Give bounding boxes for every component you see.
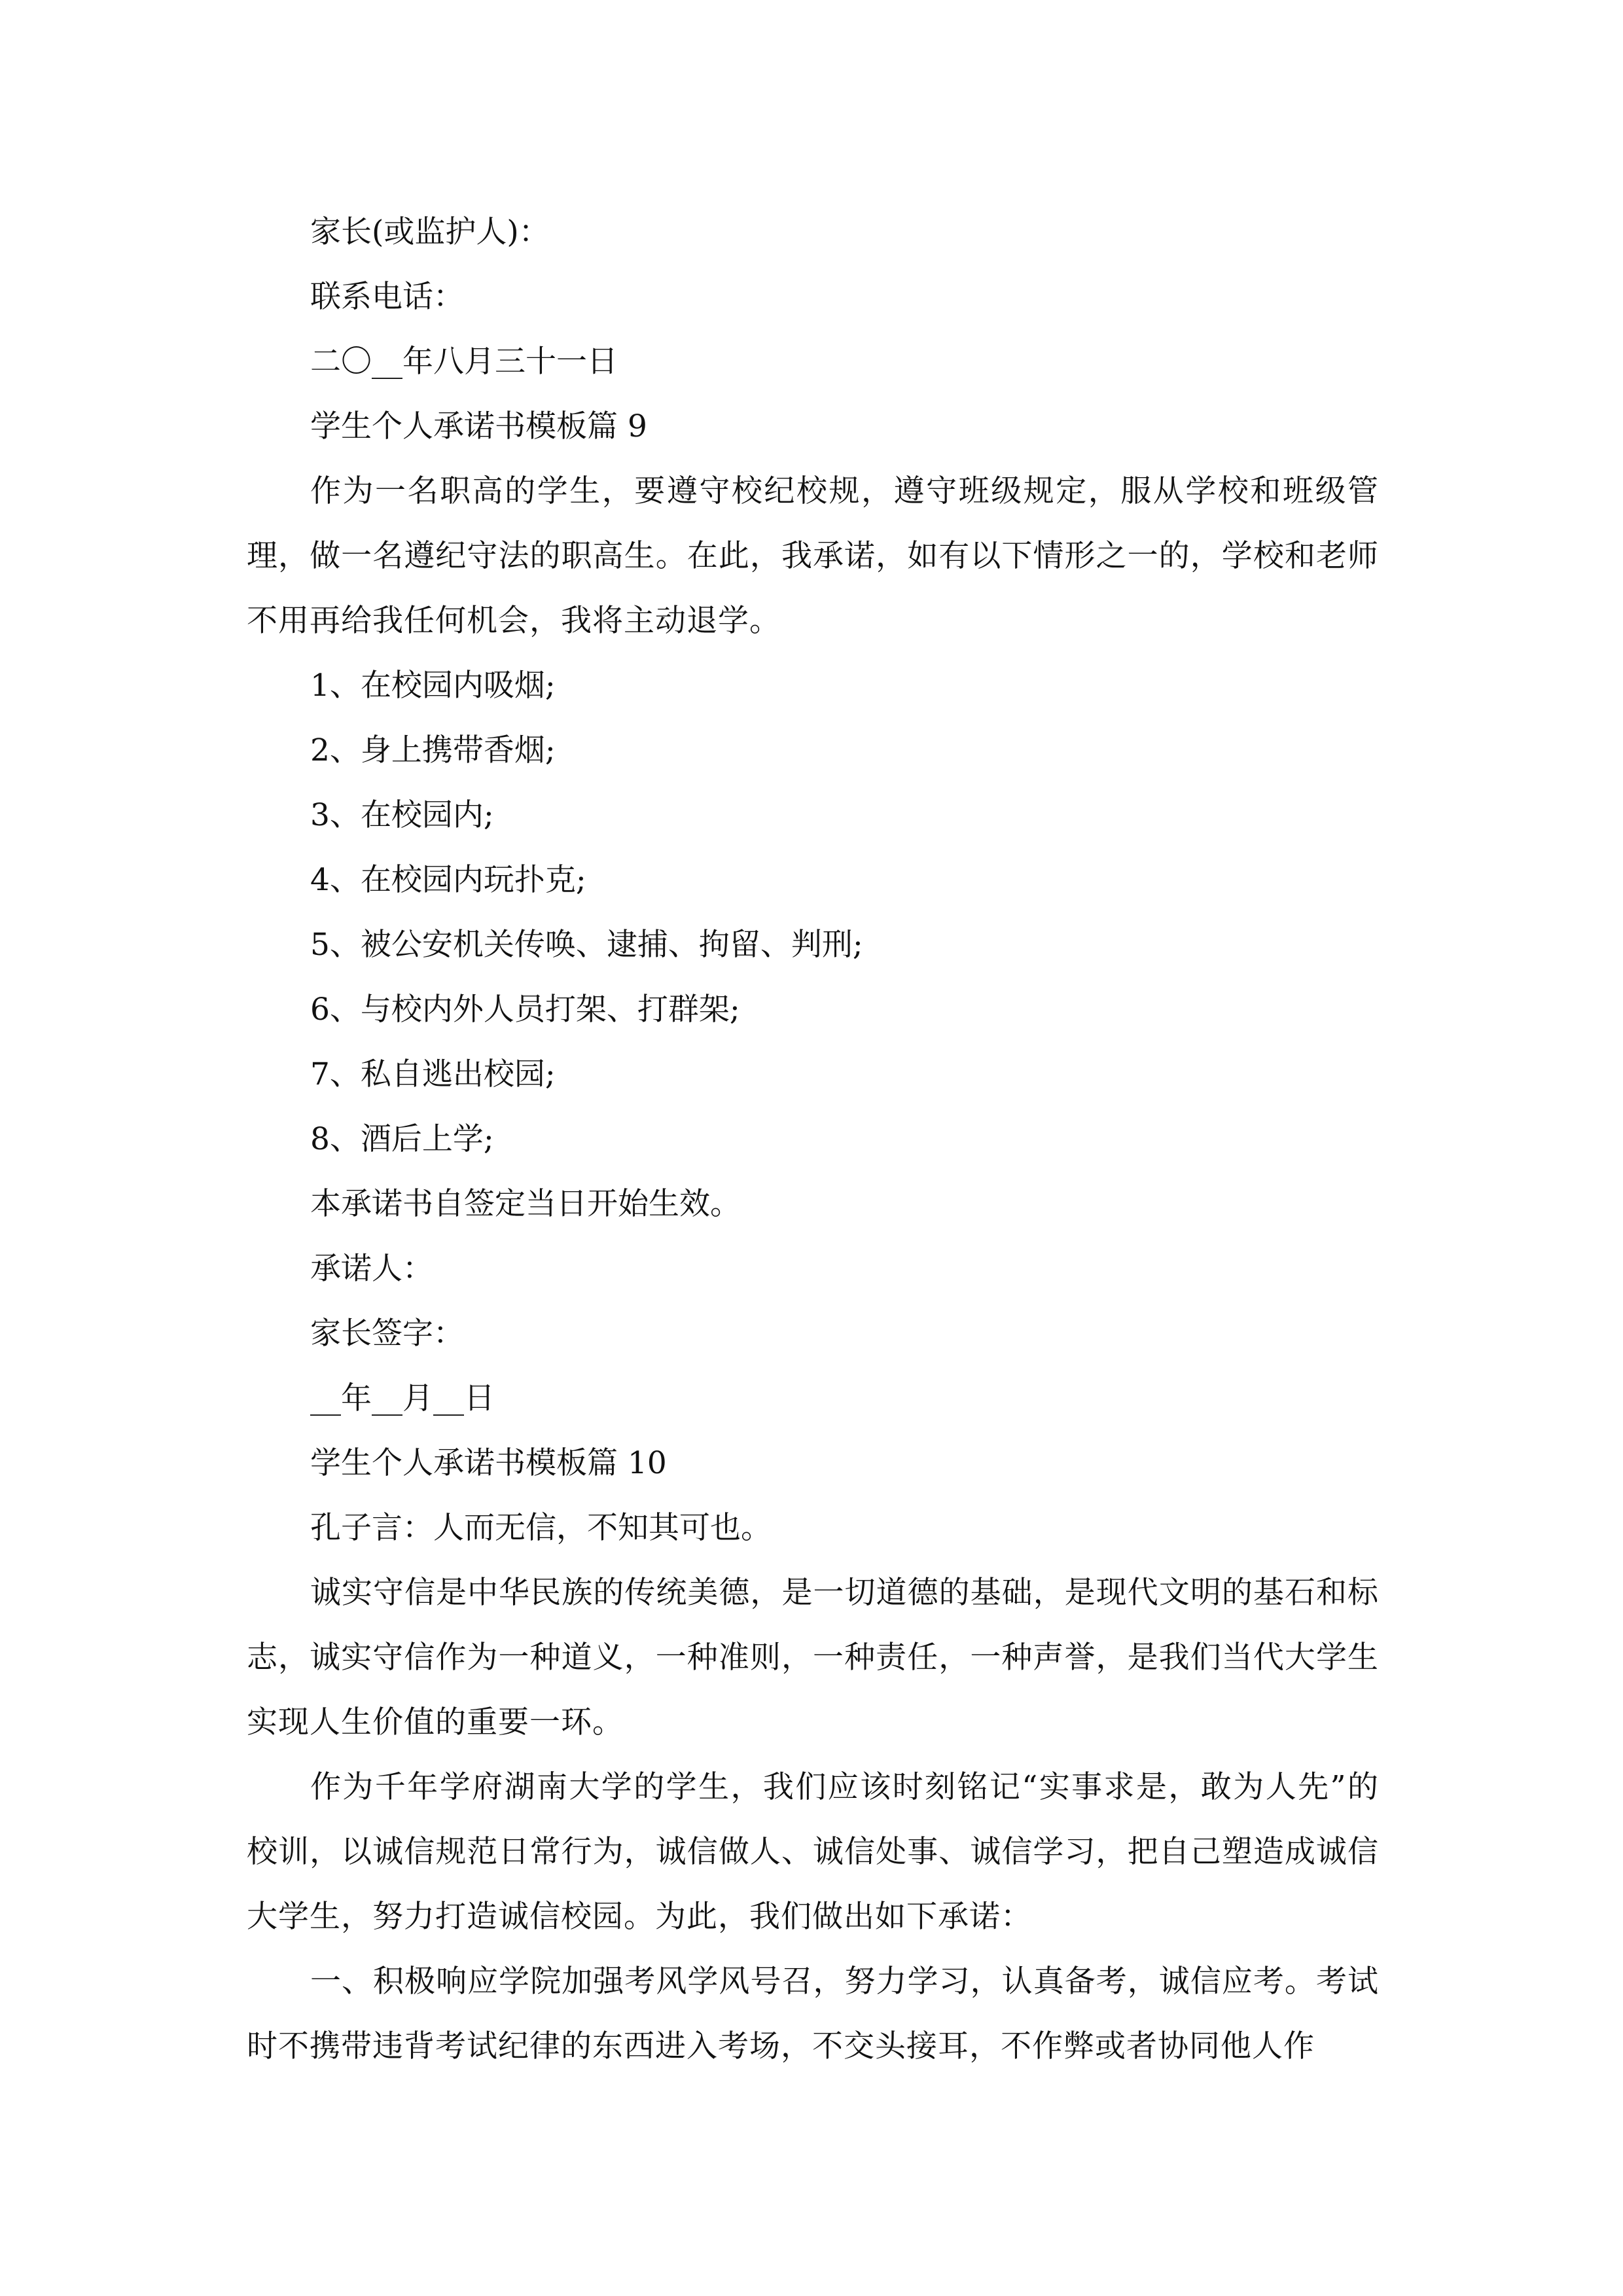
list-item: 6、与校内外人员打架、打群架;	[310, 992, 740, 1028]
paragraph-pledge-1: 一、积极响应学院加强考风学风号召，努力学习，认真备考，诚信应考。考试时不携带违背考试纪律的东西进入考场，不交头接耳，不作弊或者协同他人作	[247, 1964, 1379, 2064]
list-item: 7、私自逃出校园;	[310, 1056, 556, 1092]
date-blank-line: __年__月__日	[310, 1380, 495, 1416]
paragraph-intro: 作为一名职高的学生，要遵守校纪校规，遵守班级规定，服从学校和班级管理，做一名遵纪守法的职高生。在此，我承诺，如有以下情形之一的，学校和老师不用再给我任何机会，我将主动退学。	[247, 473, 1379, 639]
list-item: 5、被公安机关传唤、逮捕、拘留、判刑;	[310, 927, 863, 963]
effective-statement: 本承诺书自签定当日开始生效。	[310, 1186, 741, 1222]
guardian-label: 家长(或监护人)：	[310, 214, 550, 250]
list-item: 4、在校园内玩扑克;	[310, 862, 586, 898]
date-line: 二〇__年八月三十一日	[310, 344, 618, 380]
paragraph-motto: 作为千年学府湖南大学的学生，我们应该时刻铭记“实事求是，敢为人先”的校训，以诚信规范日常行为，诚信做人、诚信处事、诚信学习，把自己塑造成诚信大学生，努力打造诚信校园。为此，我们做出如下承诺：	[247, 1769, 1379, 1935]
list-item: 8、酒后上学;	[310, 1121, 494, 1157]
list-item: 3、在校园内;	[310, 797, 494, 833]
promisor-label: 承诺人：	[310, 1251, 433, 1287]
section-title-9: 学生个人承诺书模板篇 9	[310, 408, 647, 444]
confucius-quote: 孔子言：人而无信，不知其可也。	[310, 1510, 772, 1546]
document-body	[247, 200, 1379, 2079]
parent-signature-label: 家长签字：	[310, 1316, 464, 1352]
phone-label: 联系电话：	[310, 279, 464, 315]
list-item: 2、身上携带香烟;	[310, 732, 556, 768]
section-title-10: 学生个人承诺书模板篇 10	[310, 1445, 667, 1481]
list-item: 1、在校园内吸烟;	[310, 668, 556, 704]
paragraph-honesty: 诚实守信是中华民族的传统美德，是一切道德的基础，是现代文明的基石和标志，诚实守信作为一种道义，一种准则，一种责任，一种声誉，是我们当代大学生实现人生价值的重要一环。	[247, 1575, 1379, 1740]
